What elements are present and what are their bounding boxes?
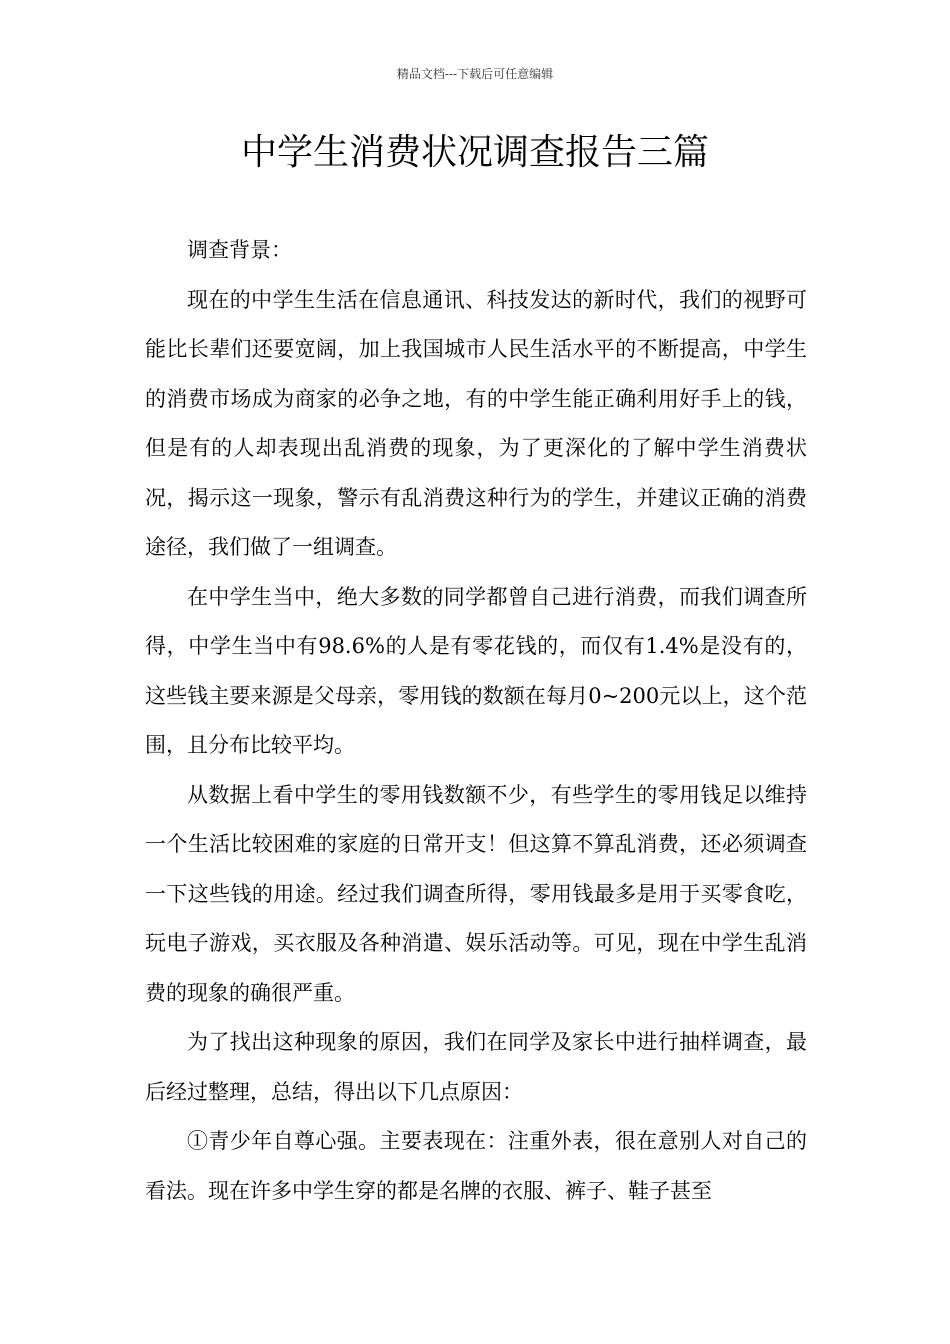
paragraph-reason-one: ①青少年自尊心强。主要表现在：注重外表，很在意别人对自己的看法。现在许多中学生穿的都是名牌的衣服、裤子、鞋子甚至 — [145, 1129, 807, 1203]
paragraph-pocket-money-stats: 在中学生当中，绝大多数的同学都曾自己进行消费，而我们调查所得，中学生当中有98.6%的人是有零花钱的，而仅有1.4%是没有的，这些钱主要来源是父母亲，零用钱的数额在每月0~200元以上，这个范围，且分布比较平均。 — [145, 584, 807, 757]
paragraph-money-usage: 从数据上看中学生的零用钱数额不少，有些学生的零用钱足以维持一个生活比较困难的家庭的日常开支！但这算不算乱消费，还必须调查一下这些钱的用途。经过我们调查所得，零用钱最多是用于买零食吃，玩电子游戏，买衣服及各种消遣、娱乐活动等。可见，现在中学生乱消费的现象的确很严重。 — [145, 782, 807, 1005]
document-title: 中学生消费状况调查报告三篇 — [240, 132, 709, 173]
paragraph-background: 现在的中学生生活在信息通讯、科技发达的新时代，我们的视野可能比长辈们还要宽阔，加上我国城市人民生活水平的不断提高，中学生的消费市场成为商家的必争之地，有的中学生能正确利用好手上的钱，但是有的人却表现出乱消费的现象，为了更深化的了解中学生消费状况，揭示这一现象，警示有乱消费这种行为的学生，并建议正确的消费途径，我们做了一组调查。 — [145, 287, 807, 559]
paragraph-survey-background-heading: 调查背景： — [187, 238, 292, 262]
document-body — [145, 226, 807, 1216]
header-note: 精品文档---下载后可任意编辑 — [396, 67, 554, 81]
paragraph-sampling-survey: 为了找出这种现象的原因，我们在同学及家长中进行抽样调查，最后经过整理，总结，得出以下几点原因： — [145, 1030, 807, 1104]
